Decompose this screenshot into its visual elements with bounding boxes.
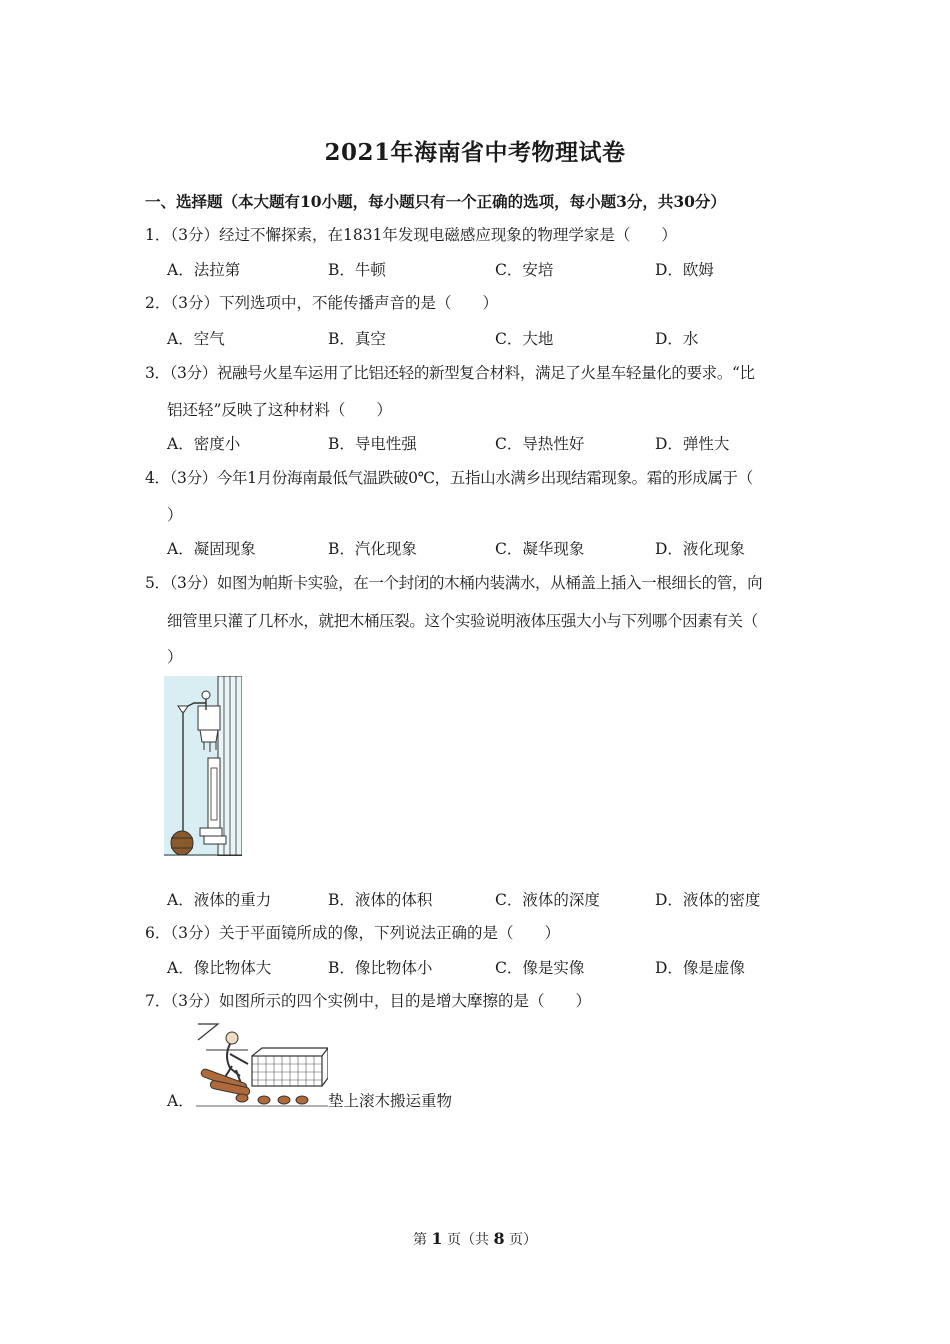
question-2-option-b: B．真空 [328,330,386,348]
question-2-option-d: D．水 [655,330,699,348]
question-1-option-d: D．欧姆 [655,261,714,279]
question-5-option-a: A．液体的重力 [167,891,272,909]
question-3-option-d: D．弹性大 [655,435,730,453]
footer-total-pages: 8 [493,1229,505,1248]
question-4-option-d: D．液化现象 [655,540,745,558]
question-7-option-a-text: 垫上滚木搬运重物 [328,1092,453,1110]
question-4-option-b: B．汽化现象 [328,540,417,558]
pascal-barrel-experiment-figure [164,676,242,856]
question-5-stem-line1: 5．（3分）如图为帕斯卡实验，在一个封闭的木桶内装满水，从桶盖上插入一根细长的管，向 [145,574,763,592]
page-footer [0,1229,950,1249]
question-2-option-c: C．大地 [495,330,554,348]
footer-prefix: 第 [412,1232,427,1248]
question-5-stem-line3: ） [167,648,183,666]
question-5-stem-line2: 细管里只灌了几杯水，就把木桶压裂。这个实验说明液体压强大小与下列哪个因素有关（ [167,612,758,630]
question-2-stem: 2．（3分）下列选项中，不能传播声音的是（ ） [145,294,498,312]
question-1-option-a: A．法拉第 [167,261,241,279]
page-title: 2021年海南省中考物理试卷 [324,139,626,166]
question-7-stem: 7．（3分）如图所示的四个实例中，目的是增大摩擦的是（ ） [145,992,591,1010]
question-6-stem: 6．（3分）关于平面镜所成的像，下列说法正确的是（ ） [145,924,560,942]
question-5-option-d: D．液体的密度 [655,891,761,909]
question-5-option-b: B．液体的体积 [328,891,433,909]
footer-page-number: 1 [431,1229,443,1248]
question-4-stem-line2: ） [167,506,183,524]
question-4-option-a: A．凝固现象 [167,540,256,558]
question-1-stem: 1．（3分）经过不懈探索，在1831年发现电磁感应现象的物理学家是（ ） [145,226,677,244]
question-5-option-c: C．液体的深度 [495,891,600,909]
question-6-option-a: A．像比物体大 [167,959,272,977]
question-3-option-a: A．密度小 [167,435,241,453]
question-3-stem-line1: 3．（3分）祝融号火星车运用了比铝还轻的新型复合材料，满足了火星车轻量化的要求。“比 [145,364,755,382]
question-1-option-c: C．安培 [495,261,554,279]
question-2-option-a: A．空气 [167,330,225,348]
question-6-option-d: D．像是虚像 [655,959,745,977]
question-4-stem-line1: 4．（3分）今年1月份海南最低气温跌破0℃，五指山水满乡出现结霜现象。霜的形成属于（ [145,469,753,487]
question-3-option-b: B．导电性强 [328,435,417,453]
question-6-option-b: B．像比物体小 [328,959,433,977]
rolling-logs-figure [196,1020,328,1108]
question-3-stem-line2: 铝还轻”反映了这种材料（ ） [167,401,392,419]
question-3-option-c: C．导热性好 [495,435,585,453]
question-6-option-c: C．像是实像 [495,959,585,977]
section-heading: 一、选择题（本大题有10小题，每小题只有一个正确的选项，每小题3分，共30分） [145,192,726,211]
footer-suffix: 页） [509,1232,538,1248]
question-1-option-b: B．牛顿 [328,261,386,279]
footer-mid: 页（共 [447,1232,489,1248]
question-4-option-c: C．凝华现象 [495,540,585,558]
question-7-option-a-label: A． [167,1092,194,1110]
